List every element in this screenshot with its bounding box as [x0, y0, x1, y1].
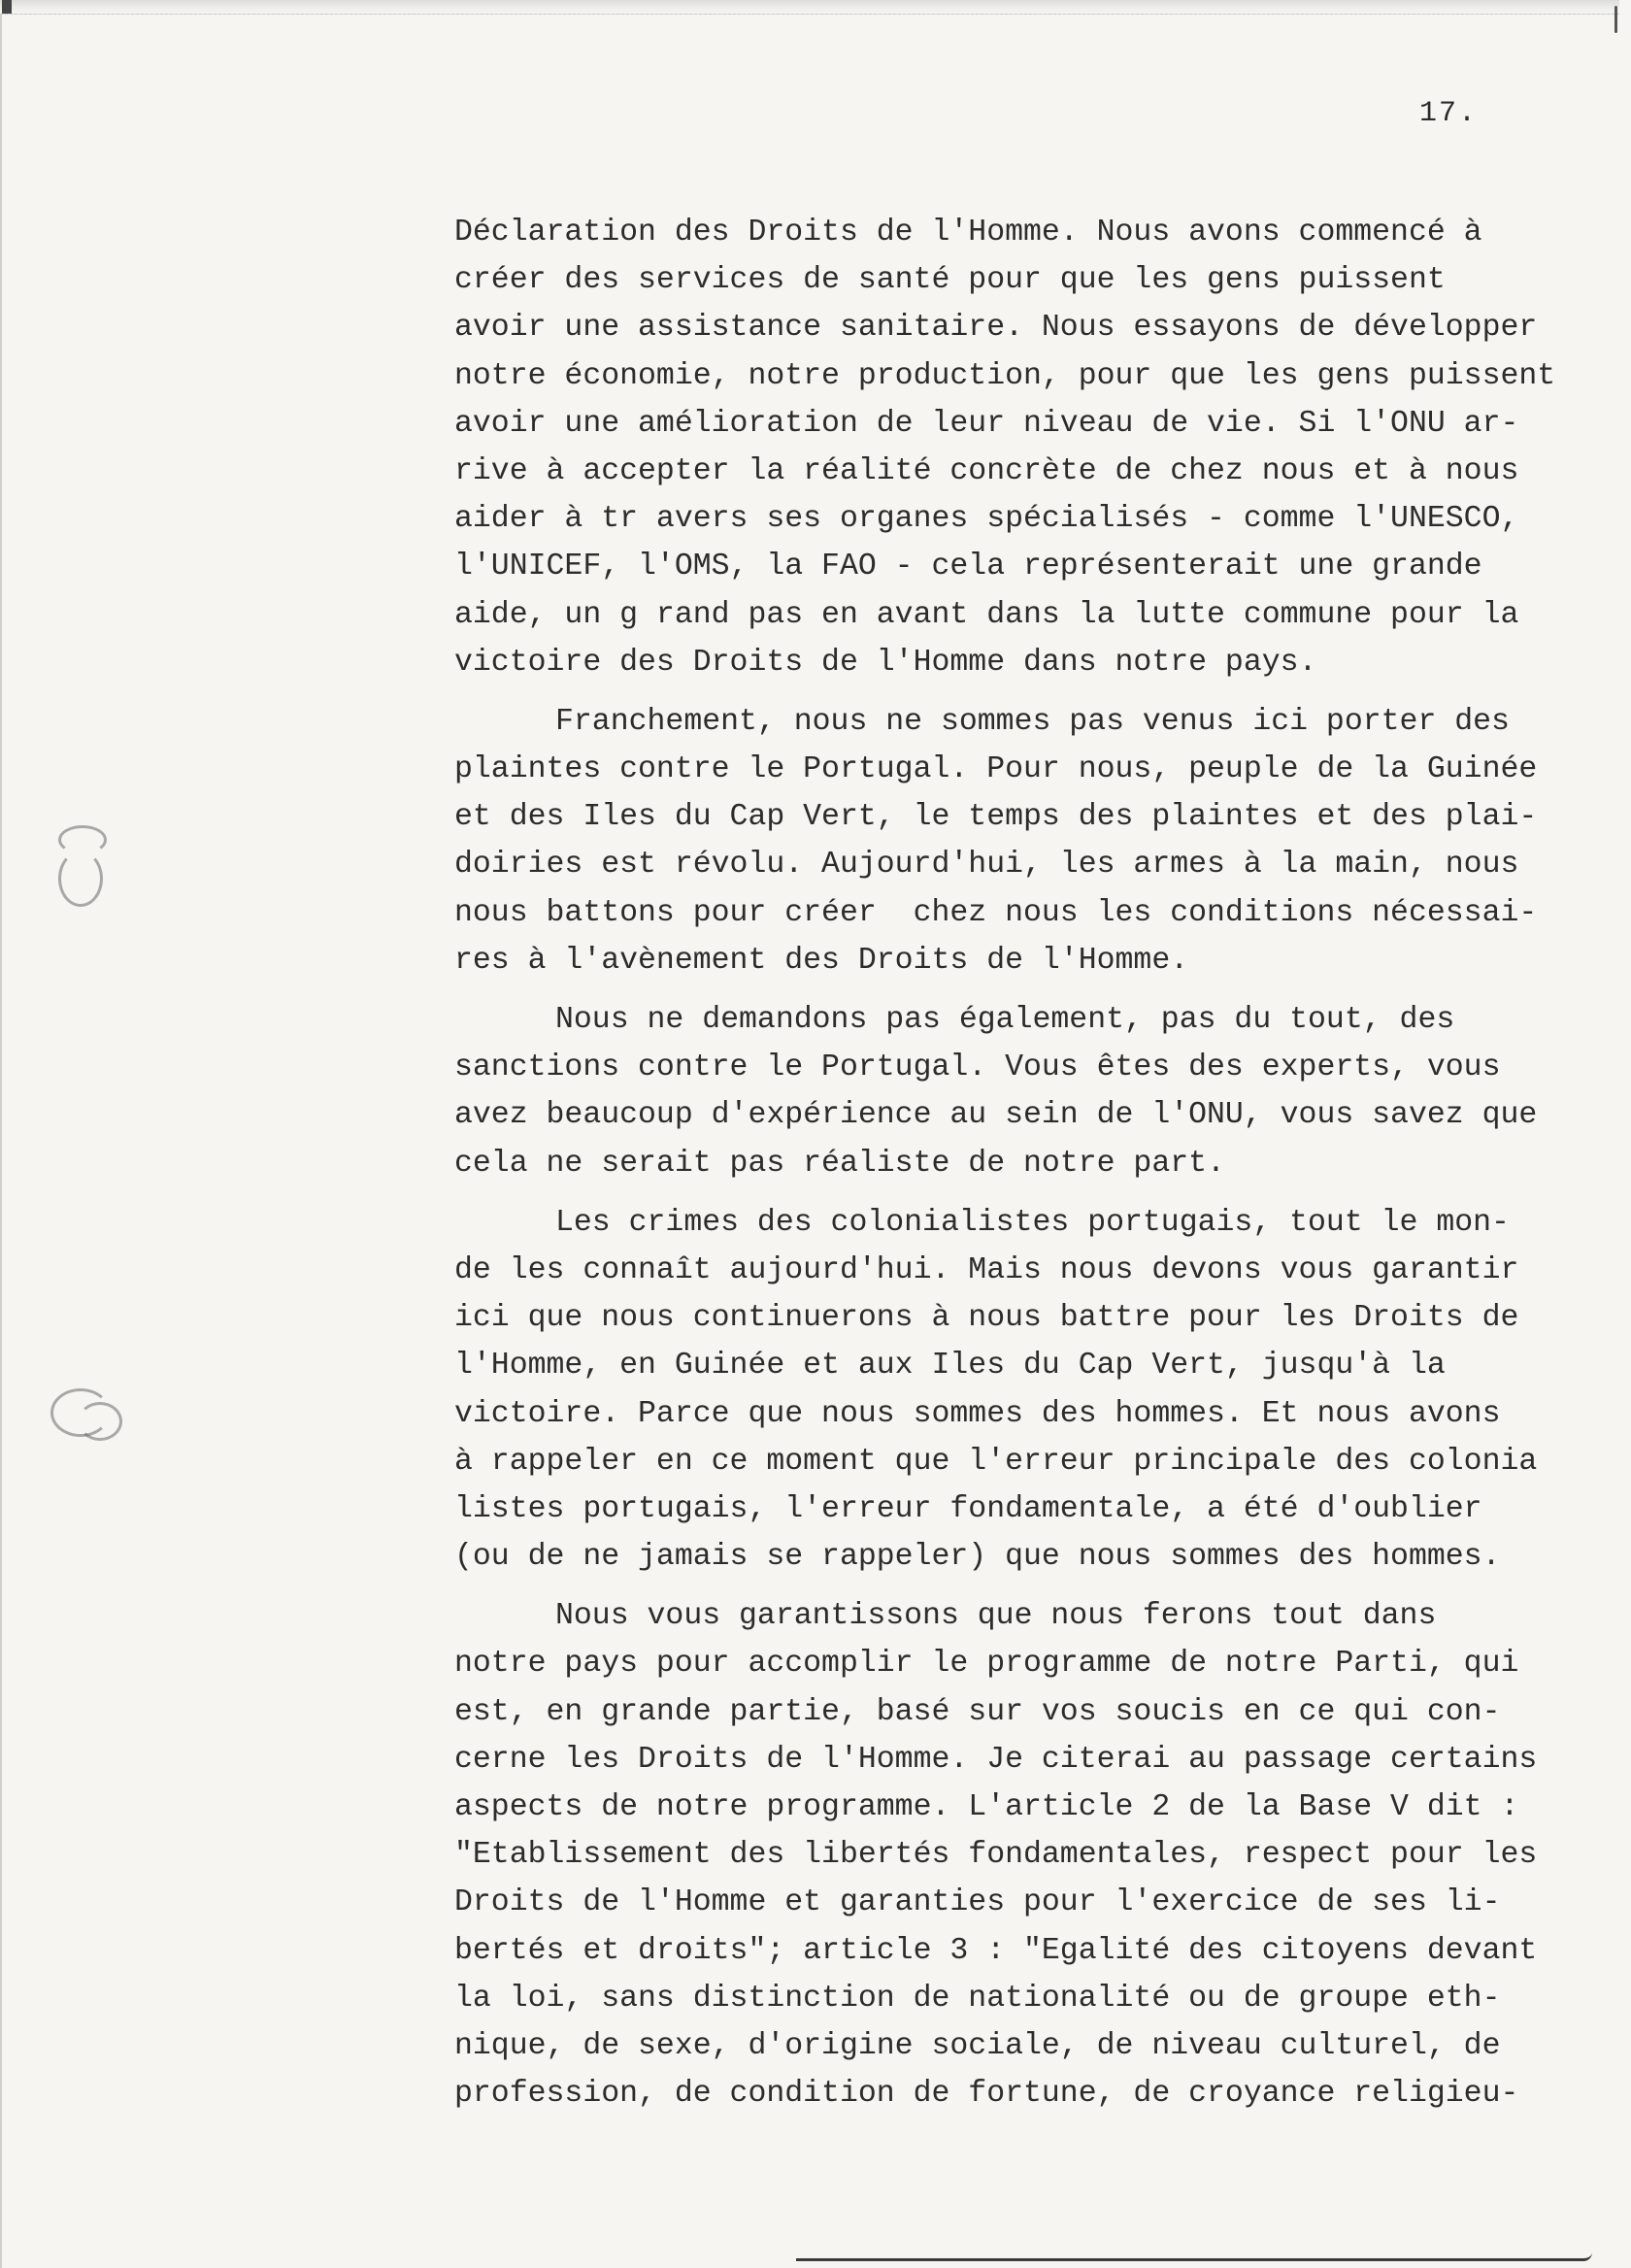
page-left-edge: [0, 0, 2, 2268]
text-line: l'UNICEF, l'OMS, la FAO - cela représenterait une grande: [454, 550, 1482, 584]
page-corner-mark: [2, 0, 12, 14]
text-line: est, en grande partie, basé sur vos soucis en ce qui con-: [454, 1694, 1501, 1729]
text-line: l'Homme, en Guinée et aux Iles du Cap Vert, jusqu'à la: [454, 1349, 1446, 1384]
text-line: (ou de ne jamais se rappeler) que nous sommes des hommes.: [454, 1540, 1501, 1575]
page-bottom-edge: [796, 2252, 1592, 2261]
text-line: créer des services de santé pour que les gens puissent: [454, 263, 1446, 298]
paragraph-gap: [454, 984, 1619, 996]
text-line: profession, de condition de fortune, de croyance religieu-: [454, 2077, 1519, 2112]
text-line: avez beaucoup d'expérience au sein de l'ONU, vous savez que: [454, 1098, 1538, 1133]
text-line: nique, de sexe, d'origine sociale, de niveau culturel, de: [454, 2028, 1501, 2063]
text-line: avoir une amélioration de leur niveau de vie. Si l'ONU ar-: [454, 406, 1519, 441]
paragraph-3: [454, 996, 1619, 1187]
punch-hole-top-lower: [58, 850, 103, 907]
text-line: ici que nous continuerons à nous battre pour les Droits de: [454, 1301, 1519, 1336]
text-line: res à l'avènement des Droits de l'Homme.: [454, 943, 1189, 978]
text-line: Nous ne demandons pas également, pas du tout, des: [555, 1003, 1455, 1037]
text-line: cela ne serait pas réaliste de notre part.: [454, 1146, 1225, 1181]
page-right-edge-mark: [1614, 6, 1617, 33]
text-line: cerne les Droits de l'Homme. Je citerai au passage certains: [454, 1742, 1538, 1777]
page-top-edge: [0, 0, 1619, 15]
text-line: sanctions contre le Portugal. Vous êtes des experts, vous: [454, 1051, 1501, 1085]
document-body: [454, 209, 1619, 2118]
text-line: victoire. Parce que nous sommes des hommes. Et nous avons: [454, 1396, 1501, 1431]
paragraph-gap: [454, 1187, 1619, 1199]
text-line: aspects de notre programme. L'article 2 de la Base V dit :: [454, 1790, 1519, 1824]
paragraph-2: [454, 698, 1619, 984]
paragraph-gap: [454, 1581, 1619, 1592]
text-line: "Etablissement des libertés fondamentales, respect pour les: [454, 1838, 1538, 1873]
text-line: aider à tr avers ses organes spécialisés - comme l'UNESCO,: [454, 502, 1519, 537]
text-line: notre pays pour accomplir le programme de notre Parti, qui: [454, 1647, 1519, 1682]
text-line: plaintes contre le Portugal. Pour nous, peuple de la Guinée: [454, 752, 1538, 787]
text-line: nous battons pour créer chez nous les conditions nécessai-: [454, 895, 1538, 930]
text-line: rive à accepter la réalité concrète de chez nous et à nous: [454, 453, 1519, 488]
text-line: avoir une assistance sanitaire. Nous essayons de développer: [454, 311, 1538, 346]
text-line: à rappeler en ce moment que l'erreur principale des colonia: [454, 1444, 1538, 1479]
paragraph-gap: [454, 686, 1619, 698]
text-line: Nous vous garantissons que nous ferons tout dans: [555, 1599, 1437, 1634]
text-line: doiries est révolu. Aujourd'hui, les armes à la main, nous: [454, 848, 1519, 883]
text-line: aide, un g rand pas en avant dans la lutte commune pour la: [454, 597, 1519, 632]
paragraph-1: [454, 209, 1619, 686]
text-line: Déclaration des Droits de l'Homme. Nous avons commencé à: [454, 216, 1482, 250]
text-line: listes portugais, l'erreur fondamentale, a été d'oublier: [454, 1491, 1482, 1526]
text-line: Les crimes des colonialistes portugais, tout le mon-: [555, 1205, 1510, 1240]
paragraph-5: [454, 1592, 1619, 2118]
text-line: Franchement, nous ne sommes pas venus ici porter des: [555, 704, 1510, 739]
punch-hole-bottom-right: [78, 1402, 122, 1441]
text-line: bertés et droits"; article 3 : "Egalité des citoyens devant: [454, 1933, 1538, 1968]
text-line: Droits de l'Homme et garanties pour l'exercice de ses li-: [454, 1885, 1501, 1920]
text-line: et des Iles du Cap Vert, le temps des plaintes et des plai-: [454, 800, 1538, 835]
text-line: notre économie, notre production, pour que les gens puissent: [454, 358, 1556, 393]
text-line: de les connaît aujourd'hui. Mais nous devons vous garantir: [454, 1252, 1519, 1287]
page-number: 17.: [1419, 97, 1479, 130]
paragraph-4: [454, 1199, 1619, 1582]
text-line: victoire des Droits de l'Homme dans notre pays.: [454, 645, 1317, 680]
text-line: la loi, sans distinction de nationalité ou de groupe eth-: [454, 1981, 1501, 2016]
